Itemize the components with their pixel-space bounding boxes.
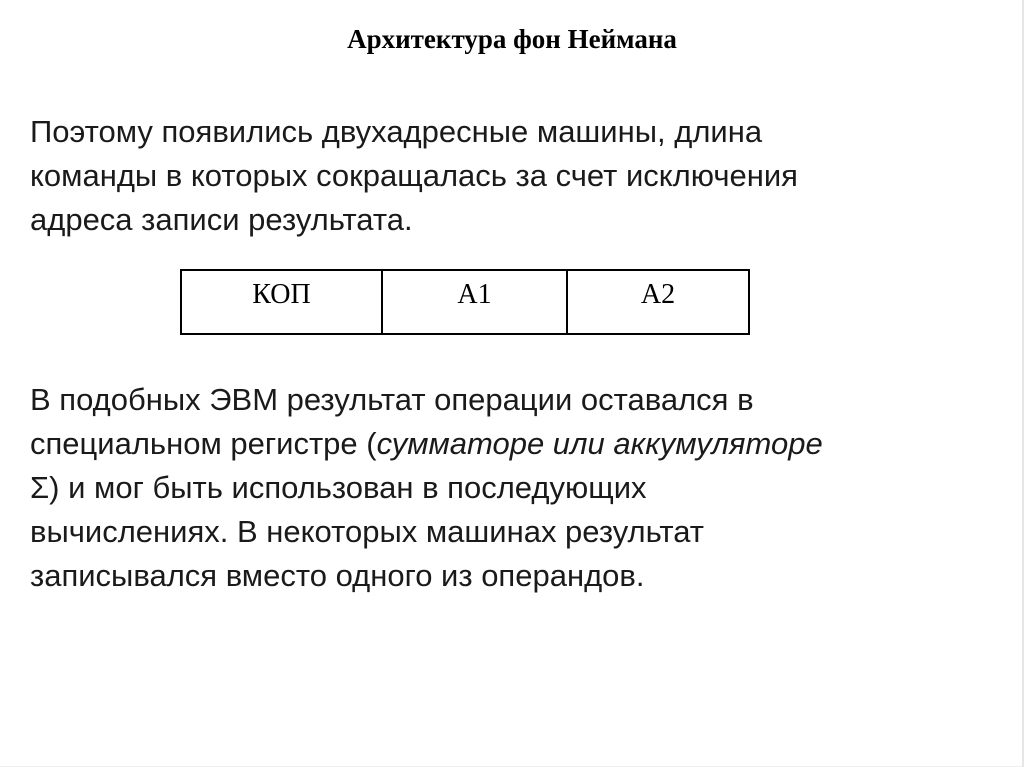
paragraph2-line-4: вычислениях. В некоторых машинах результат (30, 514, 704, 549)
paragraph-accumulator (30, 378, 990, 598)
paragraph2-line-2-italic: сумматоре или аккумуляторе (376, 426, 823, 461)
slide-title: Архитектура фон Неймана (347, 24, 677, 54)
paragraph1-line-2: команды в которых сокращалась за счет исключения (30, 158, 798, 193)
paragraph1-line-3: адреса записи результата. (30, 202, 413, 237)
paragraph2-line-5: записывался вместо одного из операндов. (30, 558, 645, 593)
paragraph2-line-1: В подобных ЭВМ результат операции оставался в (30, 382, 754, 417)
paragraph2-line-2-prefix: специальном регистре ( (30, 426, 377, 461)
command-format-row (181, 270, 749, 334)
address1-cell: A1 (382, 270, 567, 334)
paragraph-two-address-machines (30, 110, 990, 242)
address2-cell: A2 (567, 270, 749, 334)
paragraph2-line-2 (30, 422, 990, 466)
opcode-cell: КОП (181, 270, 382, 334)
command-format-table (180, 269, 750, 335)
paragraph1-line-1: Поэтому появились двухадресные машины, длина (30, 114, 763, 149)
paragraph2-line-3: Σ) и мог быть использован в последующих (30, 470, 647, 505)
